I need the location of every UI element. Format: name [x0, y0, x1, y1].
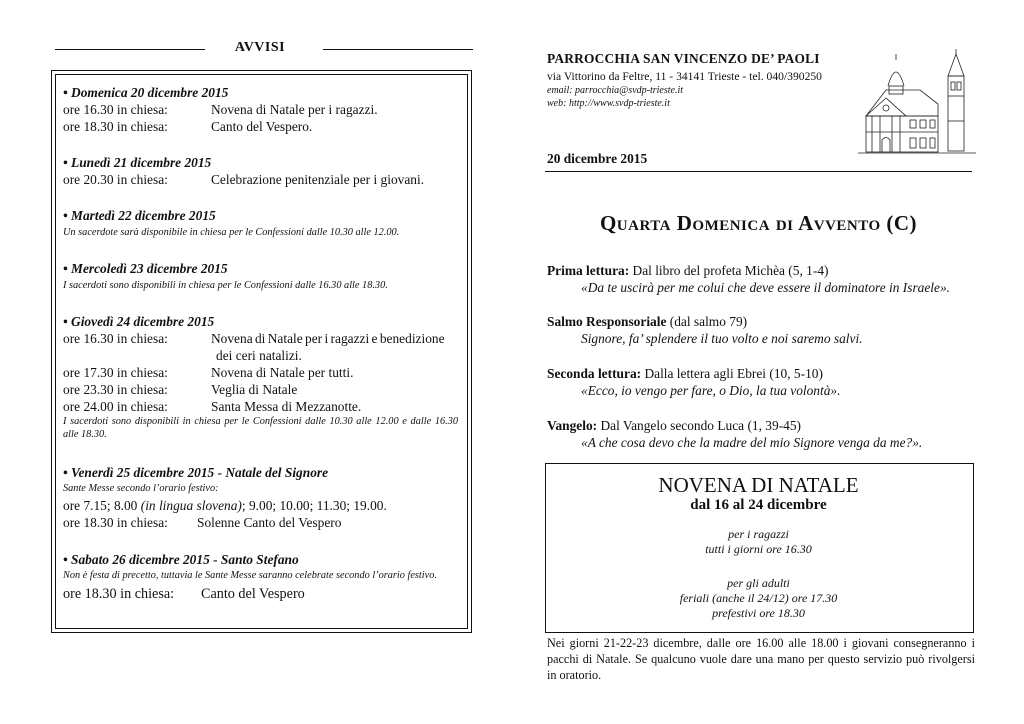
event-heading: • Mercoledì 23 dicembre 2015	[63, 261, 228, 276]
event-monday-21	[63, 154, 463, 188]
schedule-time: ore 16.30 in chiesa:	[63, 331, 168, 346]
avvisi-title: AVVISI	[234, 40, 286, 55]
reading-source: Dalla lettera agli Ebrei (10, 5-10)	[641, 366, 823, 381]
schedule-desc: Veglia di Natale	[211, 382, 298, 397]
event-wednesday-23	[63, 260, 463, 292]
mass-times-c: ; 9.00; 10.00; 11.30; 19.00.	[241, 498, 387, 513]
schedule-desc: Canto del Vespero	[201, 586, 305, 602]
reading-quote: «Ecco, io vengo per fare, o Dio, la tua volontà».	[581, 383, 841, 398]
schedule-row	[63, 330, 463, 347]
event-heading: • Martedì 22 dicembre 2015	[63, 208, 216, 223]
sunday-title: Quarta Domenica di Avvento (C)	[599, 211, 918, 235]
event-heading: • Domenica 20 dicembre 2015	[63, 85, 229, 100]
novena-kids	[545, 527, 972, 557]
reading-quote: Signore, fa’ splendere il tuo volto e noi saremo salvi.	[581, 331, 863, 346]
event-note: Non è festa di precetto, tuttavia le Sante Messe saranno celebrate secondo l’orario festivo.	[63, 570, 437, 581]
event-note: I sacerdoti sono disponibili in chiesa per le Confessioni dalle 10.30 alle 12.00 e dalle 16.30 alle 18.30.	[63, 416, 458, 440]
reading-source: Dal Vangelo secondo Luca (1, 39-45)	[597, 418, 802, 433]
mass-times-language: (in lingua slovena)	[140, 498, 242, 513]
avvisi-rule-left	[55, 49, 205, 50]
event-note: Un sacerdote sarà disponibile in chiesa per le Confessioni dalle 10.30 alle 12.00.	[63, 227, 400, 238]
reading-label: Salmo Responsoriale	[547, 314, 667, 329]
reading-label: Vangelo:	[547, 418, 598, 433]
schedule-desc: Novena di Natale per tutti.	[211, 365, 354, 380]
novena-line: tutti i giorni ore 16.30	[705, 542, 812, 556]
event-sunday-20	[63, 84, 463, 135]
reading-quote: «A che cosa devo che la madre del mio Signore venga da me?».	[581, 435, 923, 450]
schedule-row	[63, 347, 463, 364]
novena-line: per gli adulti	[727, 576, 790, 590]
event-thursday-24	[63, 313, 463, 441]
avvisi-rule-right	[323, 49, 473, 50]
mass-times-a: ore 7.15; 8.00	[63, 498, 141, 513]
schedule-row	[63, 514, 463, 531]
schedule-desc: Canto del Vespero.	[211, 119, 313, 134]
parish-address: via Vittorino da Feltre, 11 - 34141 Trieste - tel. 040/390250	[547, 70, 822, 83]
novena-adults	[545, 576, 972, 621]
reading-source: (dal salmo 79)	[666, 314, 748, 329]
schedule-desc: Celebrazione penitenziale per i giovani.	[211, 172, 425, 187]
schedule-desc: Novena di Natale per i ragazzi e benedizione	[211, 331, 445, 346]
youth-notice: Nei giorni 21-22-23 dicembre, dalle ore 16.00 alle 18.00 i giovani consegneranno i pacchi di Natale. Se qualcuno vuole dare una mano per questo servizio può rivolgersi in oratorio.	[547, 636, 975, 682]
event-heading: • Lunedì 21 dicembre 2015	[63, 155, 212, 170]
schedule-time: ore 18.30 in chiesa:	[63, 586, 175, 602]
schedule-row	[63, 171, 463, 188]
reading-label: Prima lettura:	[547, 263, 630, 278]
novena-dates: dal 16 al 24 dicembre	[690, 497, 827, 513]
schedule-row	[63, 364, 463, 381]
schedule-time: ore 18.30 in chiesa:	[63, 119, 168, 134]
novena-title: NOVENA DI NATALE	[658, 473, 859, 497]
schedule-row	[63, 381, 463, 398]
event-tuesday-22	[63, 207, 463, 239]
schedule-desc: dei ceri natalizi.	[216, 348, 302, 363]
reading-quote: «Da te uscirà per me colui che deve essere il dominatore in Israele».	[581, 280, 951, 295]
reading-label: Seconda lettura:	[547, 366, 642, 381]
reading-source: Dal libro del profeta Michèa (5, 1-4)	[629, 263, 829, 278]
schedule-row	[63, 398, 463, 415]
bulletin-date: 20 dicembre 2015	[547, 151, 648, 166]
schedule-desc: Solenne Canto del Vespero	[197, 515, 342, 530]
schedule-time: ore 17.30 in chiesa:	[63, 365, 168, 380]
novena-line: per i ragazzi	[728, 527, 789, 541]
event-note: I sacerdoti sono disponibili in chiesa per le Confessioni dalle 16.30 alle 18.30.	[63, 280, 388, 291]
schedule-time: ore 18.30 in chiesa:	[63, 515, 168, 530]
schedule-time: ore 16.30 in chiesa:	[63, 102, 168, 117]
schedule-time: ore 23.30 in chiesa:	[63, 382, 168, 397]
novena-line: prefestivi ore 18.30	[712, 606, 805, 620]
reading-gospel	[547, 417, 977, 451]
event-heading: • Giovedì 24 dicembre 2015	[63, 314, 215, 329]
reading-psalm	[547, 313, 977, 347]
parish-email: email: parrocchia@svdp-trieste.it	[547, 85, 684, 96]
schedule-time: ore 20.30 in chiesa:	[63, 172, 168, 187]
header-divider	[545, 171, 972, 172]
event-heading: • Venerdì 25 dicembre 2015 - Natale del Signore	[63, 465, 329, 480]
schedule-desc: Novena di Natale per i ragazzi.	[211, 102, 378, 117]
church-illustration	[858, 46, 976, 158]
schedule-row	[63, 118, 463, 135]
reading-second	[547, 365, 977, 399]
event-note: Sante Messe secondo l’orario festivo:	[63, 483, 219, 494]
parish-name: PARROCCHIA SAN VINCENZO DE’ PAOLI	[547, 51, 820, 66]
parish-web: web: http://www.svdp-trieste.it	[547, 98, 670, 109]
schedule-row	[63, 101, 463, 118]
mass-times-row	[63, 497, 463, 514]
event-friday-25	[63, 464, 463, 531]
schedule-time: ore 24.00 in chiesa:	[63, 399, 168, 414]
novena-line: feriali (anche il 24/12) ore 17.30	[679, 591, 838, 605]
event-saturday-26	[63, 551, 463, 605]
event-heading: • Sabato 26 dicembre 2015 - Santo Stefano	[63, 552, 299, 567]
schedule-desc: Santa Messa di Mezzanotte.	[211, 399, 362, 414]
reading-first	[547, 262, 977, 296]
schedule-row	[63, 586, 463, 605]
